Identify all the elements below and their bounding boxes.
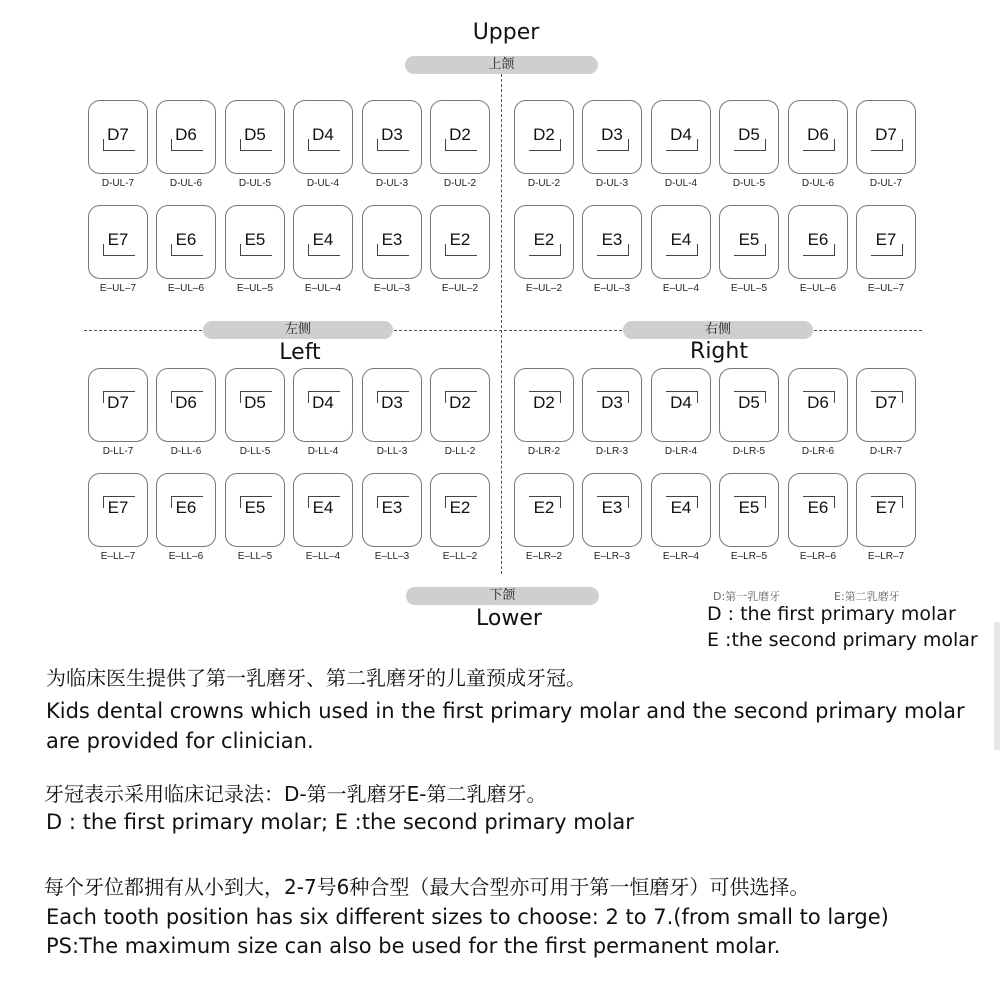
tooth-code: D-UL-4 <box>664 178 698 189</box>
paragraph-3-cn: 每个牙位都拥有从小到大，2-7号6种合型（最大合型亦可用于第一恒磨牙）可供选择。 <box>44 875 810 899</box>
tooth-label: E2 <box>449 498 471 517</box>
tooth-code: D-UL-7 <box>869 178 903 189</box>
tooth-code: D-UL-3 <box>375 178 409 189</box>
lower-label: Lower <box>476 606 542 631</box>
legend-d-en: D : the first primary molar <box>707 603 956 625</box>
tooth-d-ll-5 <box>430 368 490 442</box>
tooth-label: E7 <box>875 230 897 249</box>
midline-vertical <box>501 74 502 574</box>
tooth-e-ul-2 <box>225 205 285 279</box>
right-cn-pill: 右侧 <box>623 321 813 339</box>
tooth-code: E–LL–6 <box>168 551 204 562</box>
tooth-code: E–UL–7 <box>99 283 137 294</box>
tooth-label: E4 <box>670 230 692 249</box>
tooth-code: E–LL–3 <box>374 551 410 562</box>
tooth-e-lr-4 <box>788 473 848 547</box>
tooth-code: E–UL–5 <box>730 283 768 294</box>
tooth-d-ur-2 <box>651 100 711 174</box>
paragraph-2-en: D : the first primary molar; E :the second primary molar <box>46 810 634 834</box>
tooth-d-ur-4 <box>788 100 848 174</box>
tooth-label: E3 <box>381 498 403 517</box>
tooth-e-ll-1 <box>156 473 216 547</box>
tooth-code: E–UL–3 <box>593 283 631 294</box>
tooth-e-ul-3 <box>293 205 353 279</box>
tooth-e-ll-2 <box>225 473 285 547</box>
tooth-e-ll-0 <box>88 473 148 547</box>
tooth-code: E–UL–2 <box>525 283 563 294</box>
tooth-code: D-LL-7 <box>102 446 134 457</box>
tooth-label: D7 <box>107 393 129 412</box>
tooth-d-lr-5 <box>856 368 916 442</box>
tooth-label: E7 <box>107 230 129 249</box>
paragraph-3-en-line2: PS:The maximum size can also be used for the first permanent molar. <box>46 934 781 958</box>
tooth-label: D2 <box>449 393 471 412</box>
tooth-label: D2 <box>449 125 471 144</box>
tooth-label: D6 <box>175 393 197 412</box>
tooth-code: E–UL–6 <box>167 283 205 294</box>
tooth-code: E–LR–2 <box>525 551 563 562</box>
tooth-code: D-LR-4 <box>664 446 698 457</box>
tooth-d-ll-2 <box>225 368 285 442</box>
tooth-code: D-LL-5 <box>239 446 271 457</box>
tooth-label: D4 <box>312 393 334 412</box>
tooth-label: E3 <box>601 230 623 249</box>
tooth-label: D6 <box>807 393 829 412</box>
tooth-e-ur-3 <box>719 205 779 279</box>
tooth-code: E–LR–4 <box>662 551 700 562</box>
tooth-label: E7 <box>875 498 897 517</box>
tooth-d-ul-4 <box>362 100 422 174</box>
tooth-e-lr-1 <box>582 473 642 547</box>
tooth-e-ul-0 <box>88 205 148 279</box>
tooth-label: E2 <box>533 230 555 249</box>
tooth-label: E5 <box>738 498 760 517</box>
legend-e-en: E :the second primary molar <box>707 629 978 651</box>
left-label: Left <box>279 340 321 365</box>
tooth-e-ll-5 <box>430 473 490 547</box>
tooth-label: D5 <box>738 125 760 144</box>
tooth-e-ll-4 <box>362 473 422 547</box>
tooth-e-ul-4 <box>362 205 422 279</box>
tooth-label: D5 <box>244 393 266 412</box>
tooth-label: E6 <box>807 498 829 517</box>
tooth-d-lr-4 <box>788 368 848 442</box>
tooth-label: D4 <box>670 125 692 144</box>
legend-e-cn: E:第二乳磨牙 <box>834 590 900 603</box>
tooth-e-ur-5 <box>856 205 916 279</box>
tooth-code: D-LR-5 <box>732 446 766 457</box>
tooth-code: E–LL–5 <box>237 551 273 562</box>
paragraph-3-en-line1: Each tooth position has six different sizes to choose: 2 to 7.(from small to large) <box>46 905 889 929</box>
tooth-label: E4 <box>312 230 334 249</box>
tooth-d-ul-2 <box>225 100 285 174</box>
tooth-code: E–UL–7 <box>867 283 905 294</box>
tooth-e-ur-4 <box>788 205 848 279</box>
tooth-label: D3 <box>381 393 403 412</box>
tooth-label: D4 <box>670 393 692 412</box>
tooth-code: E–UL–3 <box>373 283 411 294</box>
tooth-code: E–UL–2 <box>441 283 479 294</box>
tooth-label: E6 <box>175 498 197 517</box>
tooth-label: D7 <box>875 393 897 412</box>
tooth-label: D3 <box>601 125 623 144</box>
tooth-label: D5 <box>738 393 760 412</box>
paragraph-1-cn: 为临床医生提供了第一乳磨牙、第二乳磨牙的儿童预成牙冠。 <box>46 666 586 690</box>
tooth-label: E5 <box>244 498 266 517</box>
tooth-d-lr-1 <box>582 368 642 442</box>
tooth-code: D-UL-7 <box>101 178 135 189</box>
tooth-code: D-LR-3 <box>595 446 629 457</box>
page-edge-bar <box>994 622 1000 750</box>
left-cn-pill: 左侧 <box>203 321 393 339</box>
tooth-label: E3 <box>381 230 403 249</box>
tooth-d-ur-1 <box>582 100 642 174</box>
tooth-label: E4 <box>312 498 334 517</box>
tooth-e-lr-3 <box>719 473 779 547</box>
tooth-code: D-UL-4 <box>306 178 340 189</box>
tooth-label: E4 <box>670 498 692 517</box>
tooth-code: D-UL-5 <box>732 178 766 189</box>
tooth-code: E–LR–6 <box>799 551 837 562</box>
tooth-d-ur-5 <box>856 100 916 174</box>
tooth-label: D6 <box>175 125 197 144</box>
tooth-d-ll-3 <box>293 368 353 442</box>
tooth-code: D-UL-6 <box>169 178 203 189</box>
tooth-code: D-UL-2 <box>527 178 561 189</box>
tooth-label: D2 <box>533 125 555 144</box>
tooth-code: D-UL-6 <box>801 178 835 189</box>
tooth-code: E–LL–2 <box>442 551 478 562</box>
tooth-label: E2 <box>449 230 471 249</box>
paragraph-1-en: Kids dental crowns which used in the first primary molar and the second primary molar are provided for clinician. <box>46 699 965 753</box>
tooth-e-ur-2 <box>651 205 711 279</box>
tooth-code: D-LL-3 <box>376 446 408 457</box>
tooth-label: D3 <box>601 393 623 412</box>
tooth-code: D-LL-4 <box>307 446 339 457</box>
tooth-code: E–LL–7 <box>100 551 136 562</box>
tooth-label: E6 <box>175 230 197 249</box>
tooth-label: E7 <box>107 498 129 517</box>
tooth-code: E–UL–6 <box>799 283 837 294</box>
tooth-label: D2 <box>533 393 555 412</box>
tooth-e-ll-3 <box>293 473 353 547</box>
tooth-d-lr-0 <box>514 368 574 442</box>
tooth-code: E–UL–4 <box>304 283 342 294</box>
tooth-code: D-LL-2 <box>444 446 476 457</box>
tooth-d-ul-0 <box>88 100 148 174</box>
tooth-e-lr-0 <box>514 473 574 547</box>
upper-label: Upper <box>472 20 540 45</box>
tooth-d-ur-0 <box>514 100 574 174</box>
tooth-code: E–LL–4 <box>305 551 341 562</box>
upper-cn-pill: 上颌 <box>405 56 598 74</box>
tooth-e-lr-2 <box>651 473 711 547</box>
paragraph-2-cn: 牙冠表示采用临床记录法：D-第一乳磨牙E-第二乳磨牙。 <box>44 782 547 806</box>
tooth-code: D-UL-2 <box>443 178 477 189</box>
tooth-label: E6 <box>807 230 829 249</box>
tooth-e-ur-1 <box>582 205 642 279</box>
lower-cn-pill: 下颌 <box>406 587 599 605</box>
tooth-code: E–UL–4 <box>662 283 700 294</box>
tooth-code: E–UL–5 <box>236 283 274 294</box>
tooth-label: D3 <box>381 125 403 144</box>
tooth-label: E2 <box>533 498 555 517</box>
tooth-d-ll-4 <box>362 368 422 442</box>
tooth-label: D7 <box>107 125 129 144</box>
tooth-label: D5 <box>244 125 266 144</box>
tooth-label: D6 <box>807 125 829 144</box>
legend-d-cn: D:第一乳磨牙 <box>713 590 781 603</box>
tooth-code: D-UL-5 <box>238 178 272 189</box>
tooth-code: E–LR–5 <box>730 551 768 562</box>
tooth-label: E5 <box>244 230 266 249</box>
tooth-e-ul-5 <box>430 205 490 279</box>
tooth-d-ul-3 <box>293 100 353 174</box>
tooth-d-ur-3 <box>719 100 779 174</box>
tooth-code: D-LR-2 <box>527 446 561 457</box>
tooth-d-lr-3 <box>719 368 779 442</box>
tooth-d-ul-1 <box>156 100 216 174</box>
tooth-code: E–LR–3 <box>593 551 631 562</box>
tooth-code: E–LR–7 <box>867 551 905 562</box>
tooth-e-ur-0 <box>514 205 574 279</box>
tooth-d-ll-1 <box>156 368 216 442</box>
tooth-code: D-LL-6 <box>170 446 202 457</box>
tooth-label: E5 <box>738 230 760 249</box>
tooth-e-lr-5 <box>856 473 916 547</box>
tooth-code: D-UL-3 <box>595 178 629 189</box>
tooth-code: D-LR-7 <box>869 446 903 457</box>
tooth-d-ll-0 <box>88 368 148 442</box>
tooth-d-ul-5 <box>430 100 490 174</box>
tooth-label: D4 <box>312 125 334 144</box>
tooth-code: D-LR-6 <box>801 446 835 457</box>
right-label: Right <box>690 339 748 364</box>
tooth-d-lr-2 <box>651 368 711 442</box>
tooth-e-ul-1 <box>156 205 216 279</box>
tooth-label: D7 <box>875 125 897 144</box>
tooth-label: E3 <box>601 498 623 517</box>
